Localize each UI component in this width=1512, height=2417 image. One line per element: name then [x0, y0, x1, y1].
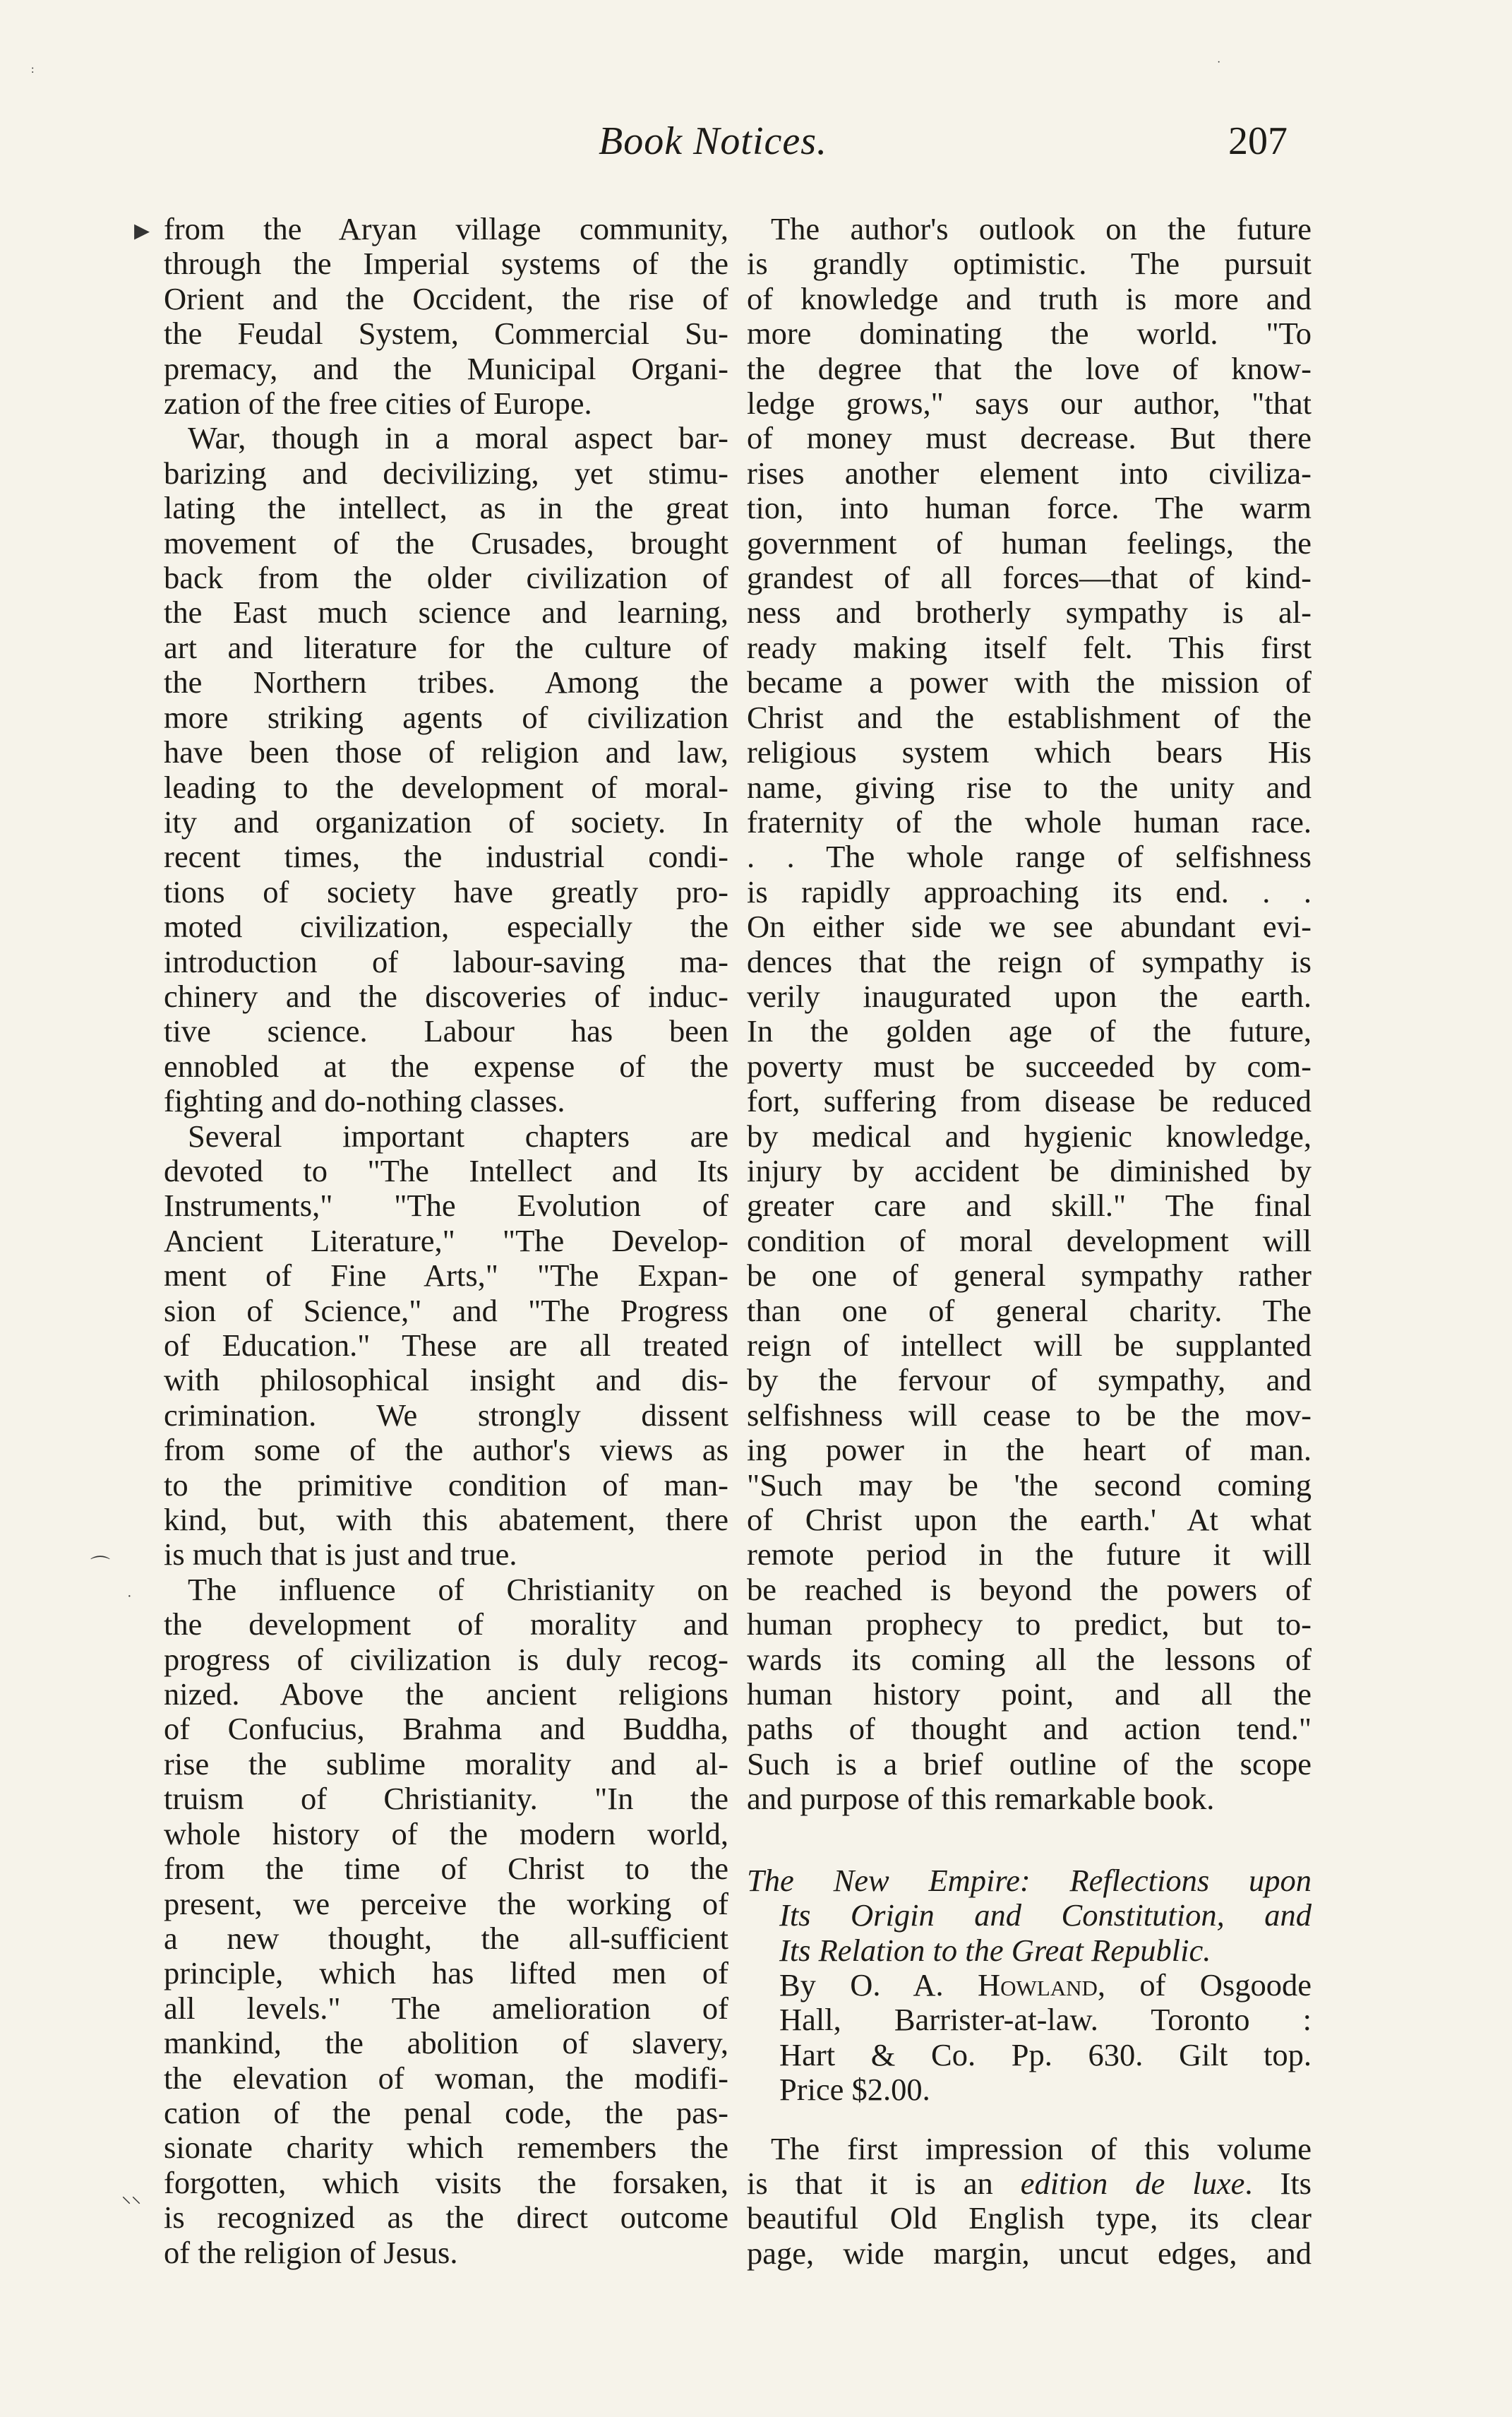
text-line: War, though in a moral aspect bar-	[188, 420, 728, 456]
text-line: ledge grows," says our author, "that	[747, 386, 1312, 422]
text-line: . . The whole range of selfishness	[747, 839, 1312, 875]
text-line: all levels." The amelioration of	[164, 1990, 728, 2026]
text-line: kind, but, with this abatement, there	[164, 1502, 728, 1538]
italic-phrase: edition de luxe	[1020, 2165, 1245, 2201]
book-byline	[747, 1968, 1312, 2003]
text-line: the degree that the love of know-	[747, 350, 1312, 386]
text-line: On either side we see abundant evi-	[747, 909, 1312, 945]
text-line: religious system which bears His	[747, 734, 1312, 770]
text-line: the Feudal System, Commercial Su-	[164, 316, 728, 352]
text-line: selfishness will cease to be the mov-	[747, 1397, 1312, 1433]
text-line: The author's outlook on the future	[771, 211, 1312, 246]
text-line: nized. Above the ancient religions	[164, 1676, 728, 1712]
text-line: ment of Fine Arts," "The Expan-	[164, 1258, 728, 1294]
text-line: present, we perceive the working of	[164, 1885, 728, 1921]
text-line: sion of Science," and "The Progress	[164, 1292, 728, 1328]
margin-mark: :	[31, 64, 35, 76]
text-line: rises another element into civiliza-	[747, 455, 1312, 491]
text-line: beautiful Old English type, its clear	[747, 2200, 1312, 2236]
text-line: the Northern tribes. Among the	[164, 664, 728, 700]
text-line: The first impression of this volume	[771, 2130, 1312, 2166]
text-line: of money must decrease. But there	[747, 420, 1312, 456]
text-line: through the Imperial systems of the	[164, 246, 728, 282]
text-line: wards its coming all the lessons of	[747, 1641, 1312, 1677]
text-line: recent times, the industrial condi-	[164, 839, 728, 875]
text-line: fort, suffering from disease be reduced	[747, 1083, 1312, 1119]
margin-arrow-icon: ▸	[134, 213, 150, 247]
text-line: movement of the Crusades, brought	[164, 525, 728, 561]
running-title: Book Notices.	[599, 119, 828, 163]
text-line: ing power in the heart of man.	[747, 1432, 1312, 1468]
margin-mark: ·	[1217, 56, 1221, 68]
text-line: Instruments," "The Evolution of	[164, 1188, 728, 1224]
text-line: a new thought, the all-sufficient	[164, 1920, 728, 1956]
text-line: ness and brotherly sympathy is al-	[747, 595, 1312, 631]
text-line: of knowledge and truth is more and	[747, 280, 1312, 316]
text-line: reign of intellect will be supplanted	[747, 1327, 1312, 1363]
book-title-line: Its Origin and Constitution, and	[779, 1897, 1312, 1933]
text-line: moted civilization, especially the	[164, 909, 728, 945]
text-line: principle, which has lifted men of	[164, 1955, 728, 1991]
text-line: poverty must be succeeded by com-	[747, 1048, 1312, 1084]
text-line: from the Aryan village community,	[164, 211, 728, 246]
text-line: cation of the penal code, the pas-	[164, 2094, 728, 2130]
text-line: human prophecy to predict, but to-	[747, 1606, 1312, 1642]
text-line: lating the intellect, as in the great	[164, 490, 728, 526]
book-title-line: Its Relation to the Great Republic.	[779, 1932, 1211, 1968]
book-details-line: Hart & Co. Pp. 630. Gilt top.	[779, 2036, 1312, 2072]
text-line: zation of the free cities of Europe.	[164, 386, 592, 422]
text-line: human history point, and all the	[747, 1676, 1312, 1712]
text-line: sionate charity which remembers the	[164, 2130, 728, 2166]
second-review	[747, 2132, 1312, 2272]
text-line: more dominating the world. "To	[747, 316, 1312, 352]
book-details-line: Hall, Barrister-at-law. Toronto :	[779, 2002, 1312, 2038]
text-line: ity and organization of society. In	[164, 804, 728, 840]
text-line: government of human feelings, the	[747, 525, 1312, 561]
text-line: of the religion of Jesus.	[164, 2234, 458, 2270]
text-line: tion, into human force. The warm	[747, 490, 1312, 526]
text-line: name, giving rise to the unity and	[747, 769, 1312, 805]
text-line: forgotten, which visits the forsaken,	[164, 2164, 728, 2200]
text-line: barizing and decivilizing, yet stimu-	[164, 455, 728, 491]
margin-mark: ·	[127, 1589, 132, 1604]
text-line: ready making itself felt. This first	[747, 629, 1312, 665]
text-line: with philosophical insight and dis-	[164, 1362, 728, 1398]
text-line: have been those of religion and law,	[164, 734, 728, 770]
text-line: greater care and skill." The final	[747, 1188, 1312, 1224]
review-continuation	[747, 212, 1312, 1817]
text-line: progress of civilization is duly recog-	[164, 1641, 728, 1677]
byline-suffix: , of Osgoode	[1097, 1967, 1312, 2003]
text-line: Such is a brief outline of the scope	[747, 1745, 1312, 1782]
text-line: whole history of the modern world,	[164, 1815, 728, 1851]
text-line: dences that the reign of sympathy is	[747, 943, 1312, 979]
book-title-line: The New Empire: Reflections upon	[747, 1862, 1312, 1898]
margin-mark: ⌒	[90, 1556, 111, 1577]
text-line: more striking agents of civilization	[164, 699, 728, 735]
text-line: crimination. We strongly dissent	[164, 1397, 728, 1433]
text-line: ennobled at the expense of the	[164, 1048, 728, 1084]
text-line: The influence of Christianity on	[188, 1571, 728, 1607]
left-column	[164, 212, 728, 2270]
text-line: condition of moral development will	[747, 1222, 1312, 1258]
author-name: Howland	[978, 1967, 1098, 2003]
book-price: Price $2.00.	[779, 2072, 930, 2108]
text-line: is that it is an edition de luxe. Its	[747, 2165, 1312, 2201]
text-line: paths of thought and action tend."	[747, 1711, 1312, 1747]
text-line: chinery and the discoveries of induc-	[164, 978, 728, 1014]
text-line: became a power with the mission of	[747, 664, 1312, 700]
text-line: leading to the development of moral-	[164, 769, 728, 805]
text-line: grandest of all forces—that of kind-	[747, 560, 1312, 596]
text-line: tions of society have greatly pro-	[164, 873, 728, 909]
text-line: be one of general sympathy rather	[747, 1258, 1312, 1294]
text-line: premacy, and the Municipal Organi-	[164, 350, 728, 386]
text-line: the development of morality and	[164, 1606, 728, 1642]
text-line: and purpose of this remarkable book.	[747, 1781, 1215, 1817]
text-line: by medical and hygienic knowledge,	[747, 1118, 1312, 1154]
text-line: of Christ upon the earth.' At what	[747, 1502, 1312, 1538]
text-line: than one of general charity. The	[747, 1292, 1312, 1328]
text-line: by the fervour of sympathy, and	[747, 1362, 1312, 1398]
text-line: is much that is just and true.	[164, 1536, 517, 1572]
text-line: injury by accident be diminished by	[747, 1152, 1312, 1188]
text-line: is rapidly approaching its end. . .	[747, 873, 1312, 909]
margin-mark: ⸜⸜	[121, 2185, 142, 2207]
text-line: from some of the author's views as	[164, 1432, 728, 1468]
text-line: rise the sublime morality and al-	[164, 1745, 728, 1782]
text-line: Ancient Literature," "The Develop-	[164, 1222, 728, 1258]
text-line: devoted to "The Intellect and Its	[164, 1152, 728, 1188]
text-line: introduction of labour-saving ma-	[164, 943, 728, 979]
text-line: Orient and the Occident, the rise of	[164, 280, 728, 316]
text-line: page, wide margin, uncut edges, and	[747, 2235, 1312, 2271]
text-line: to the primitive condition of man-	[164, 1467, 728, 1503]
text-line: be reached is beyond the powers of	[747, 1571, 1312, 1607]
text-line: back from the older civilization of	[164, 560, 728, 596]
text-line: verily inaugurated upon the earth.	[747, 978, 1312, 1014]
text-line: of Education." These are all treated	[164, 1327, 728, 1363]
text-line: "Such may be 'the second coming	[747, 1467, 1312, 1503]
text-line: tive science. Labour has been	[164, 1013, 728, 1049]
text-line: truism of Christianity. "In the	[164, 1781, 728, 1817]
text-line: art and literature for the culture of	[164, 629, 728, 665]
page-header	[0, 119, 1512, 182]
text-line: from the time of Christ to the	[164, 1851, 728, 1887]
text-line: is recognized as the direct outcome	[164, 2200, 728, 2236]
page-number: 207	[1228, 119, 1288, 163]
text-line: Several important chapters are	[188, 1118, 728, 1154]
text-line: the East much science and learning,	[164, 595, 728, 631]
text-line: the elevation of woman, the modifi-	[164, 2060, 728, 2096]
text-line: Christ and the establishment of the	[747, 699, 1312, 735]
text-line: fraternity of the whole human race.	[747, 804, 1312, 840]
text-line: In the golden age of the future,	[747, 1013, 1312, 1049]
text-line: fighting and do-nothing classes.	[164, 1083, 565, 1119]
text-line: of Confucius, Brahma and Buddha,	[164, 1711, 728, 1747]
book-notice-heading	[747, 1863, 1312, 2108]
text-line: mankind, the abolition of slavery,	[164, 2025, 728, 2061]
text-line: is grandly optimistic. The pursuit	[747, 246, 1312, 282]
text-line: remote period in the future it will	[747, 1536, 1312, 1572]
byline-prefix: By O. A.	[779, 1967, 978, 2003]
right-column	[747, 212, 1312, 2271]
